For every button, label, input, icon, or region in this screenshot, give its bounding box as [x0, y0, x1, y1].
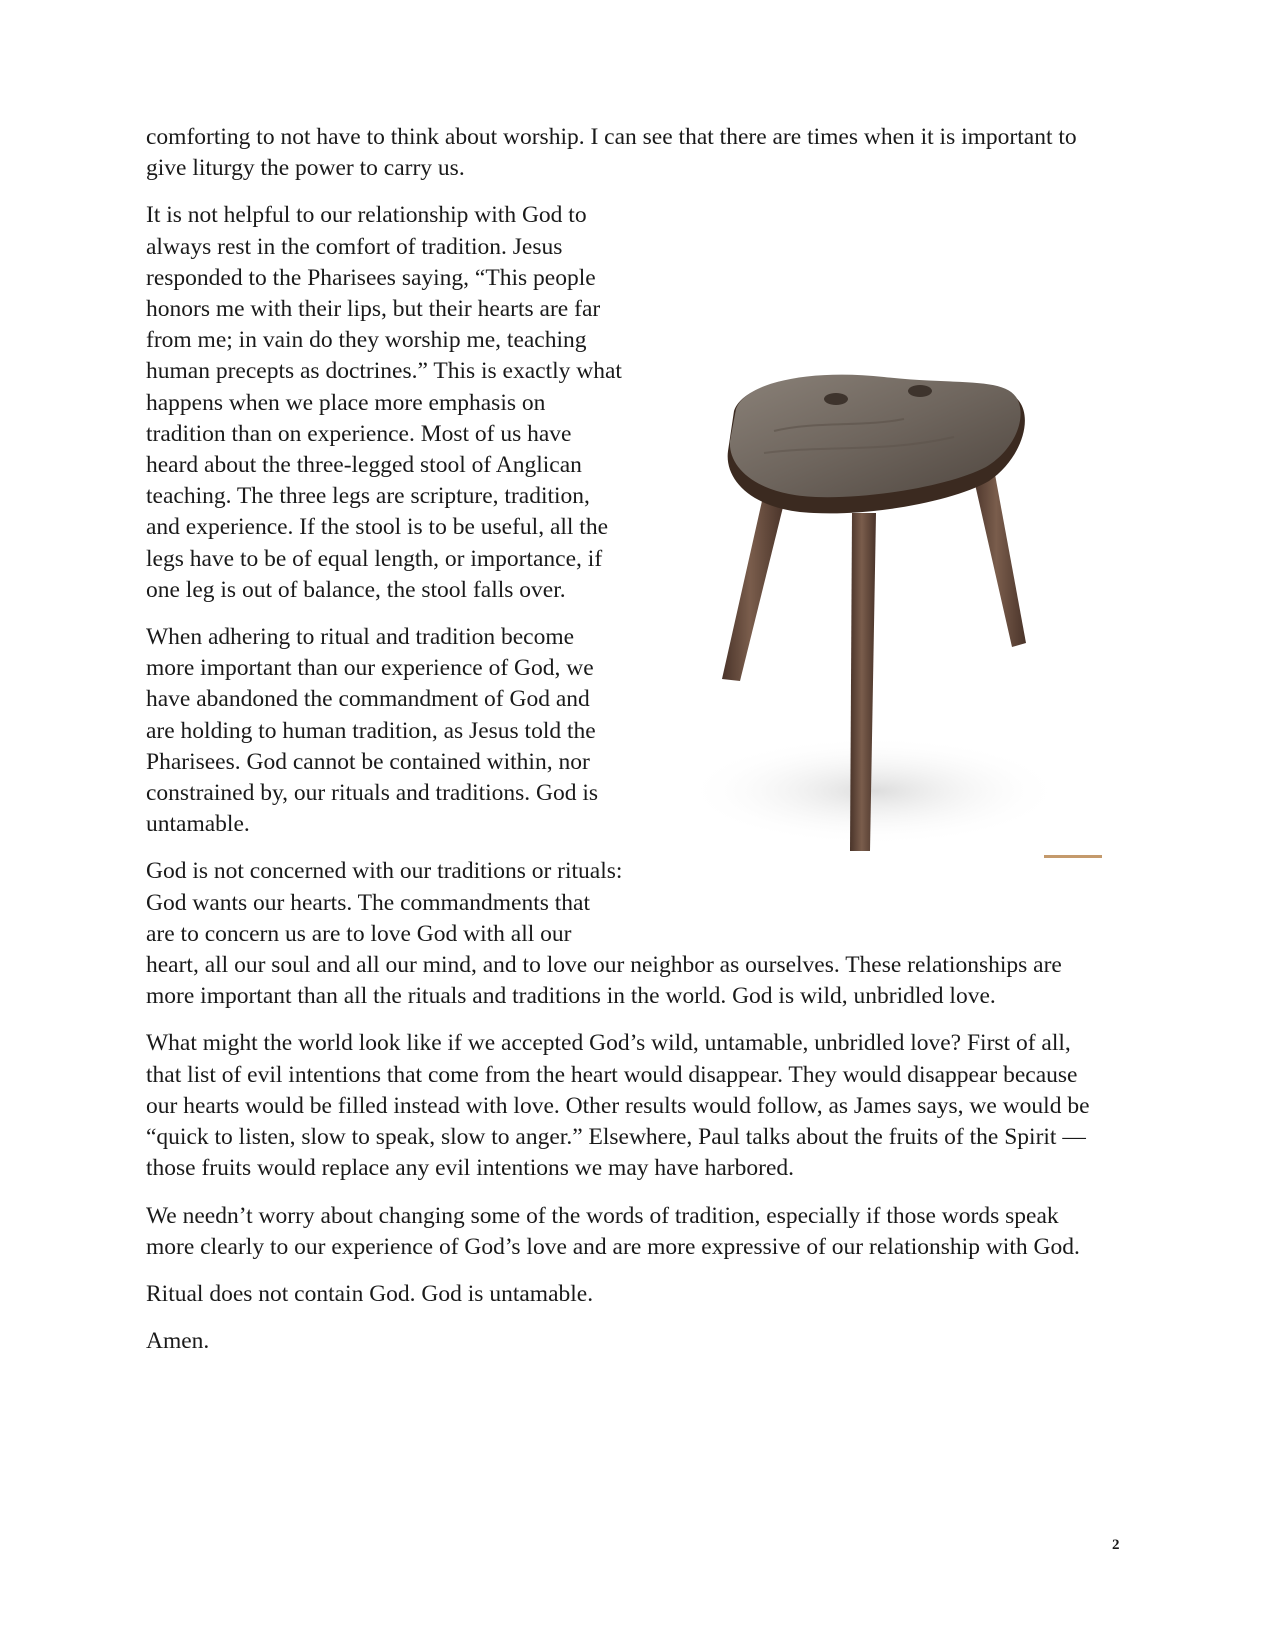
paragraph-8: Amen.	[146, 1328, 210, 1355]
paragraph-5: What might the world look like if we accepted God’s wild, untamable, unbridled love? First of all, that list of evil intentions that come from the heart would disappear. They would disappear because our hearts would be filled instead with love. Other results would follow, as James says, we would be “quick to listen, slow to speak, slow to anger.” Elsewhere, Paul talks about the fruits of the Spirit — those fruits would replace any evil intentions we may have harbored.	[146, 1030, 1090, 1182]
stool-leg-left	[722, 501, 784, 681]
image-edge-mark	[1044, 855, 1102, 858]
stool-seat-hole-1	[824, 393, 848, 405]
paragraph-1: comforting to not have to think about worship. I can see that there are times when it is important to give liturgy the power to carry us.	[146, 124, 1077, 182]
paragraph-6: We needn’t worry about changing some of the words of tradition, especially if those words speak more clearly to our experience of God’s love and are more expressive of our relationship with God.	[146, 1202, 1080, 1260]
page-number: 2	[1112, 1537, 1120, 1553]
stool-seat-hole-2	[908, 385, 932, 397]
paragraph-2	[146, 200, 1106, 606]
paragraph-2-text: It is not helpful to our relationship with God to always rest in the comfort of tradition. Jesus responded to the Pharisees saying, “This people honors me with their lips, but their hearts are far from me; in vain do they worship me, teaching human precepts as doctrines.” This is exactly what happens when we place more emphasis on tradition than on experience. Most of us have heard about the three-legged stool of Anglican teaching. The three legs are scripture, tradition, and experience. If the stool is to be useful, all the legs have to be of equal length, or importance, if one leg is out of balance, the stool falls over.	[146, 202, 622, 603]
stool-leg-back	[972, 469, 1026, 647]
paragraph-4: God is not concerned with our traditions or rituals: God wants our hearts. The commandments that are to concern us are to love God with all our heart, all our soul and all our mind, and to love our neighbor as ourselves. These relationships are more important than all the rituals and traditions in the world. God is wild, unbridled love.	[146, 858, 1062, 1010]
document-body	[146, 122, 1106, 1373]
paragraph-7: Ritual does not contain God. God is untamable.	[146, 1280, 594, 1307]
stool-shadow	[684, 736, 1064, 846]
paragraph-3: When adhering to ritual and tradition become more important than our experience of God, we have abandoned the commandment of God and are holding to human tradition, as Jesus told the Pharisees. God cannot be contained within, nor constrained by, our rituals and traditions. God is untamable.	[146, 624, 599, 838]
three-legged-stool-icon	[624, 231, 1106, 936]
stool-image	[624, 231, 1106, 936]
